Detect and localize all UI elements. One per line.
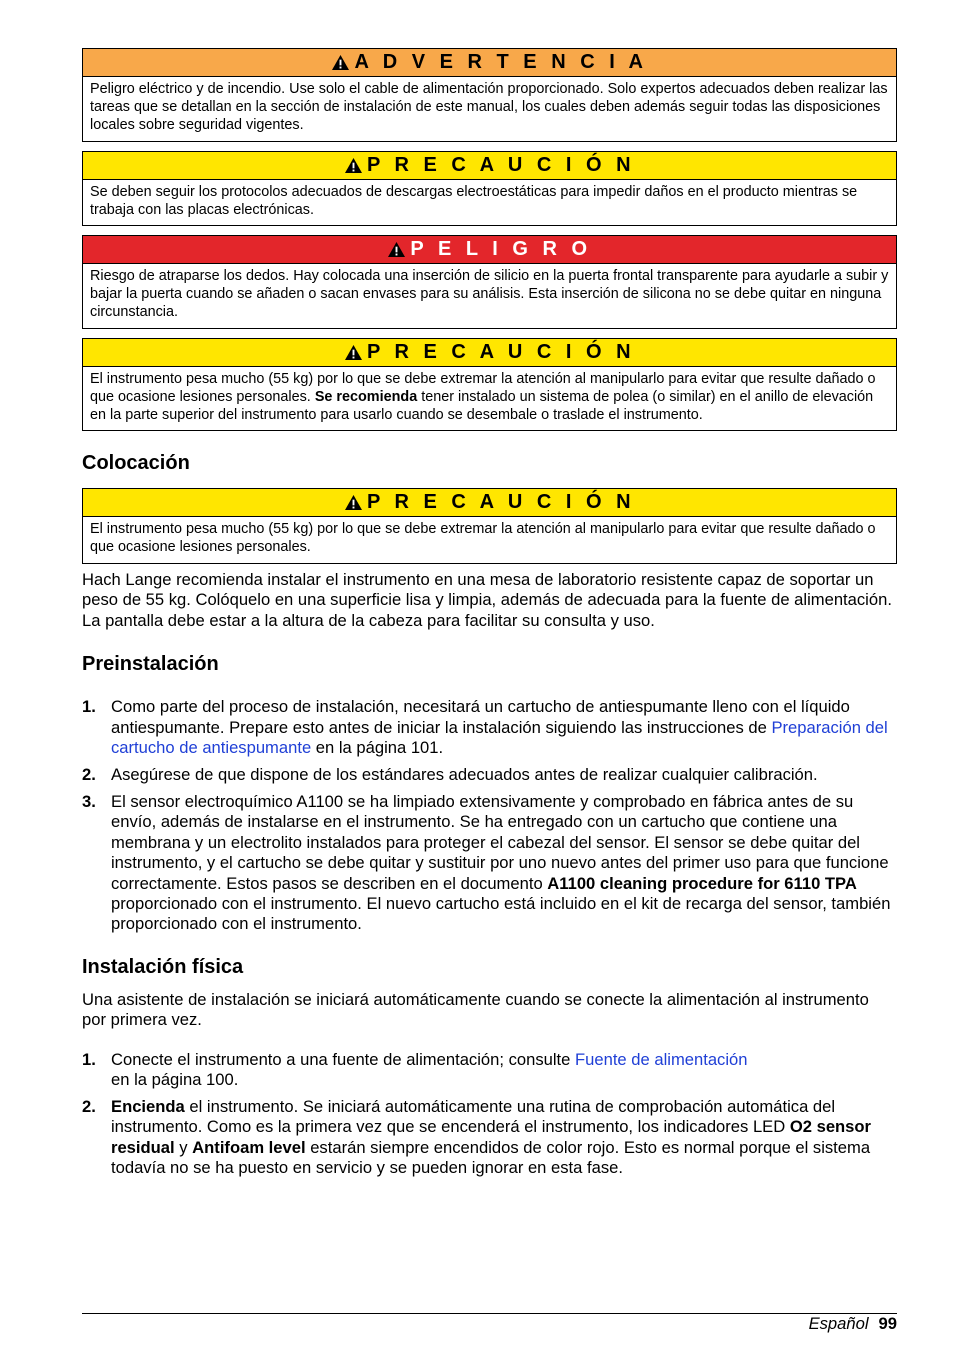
text-segment: tener instalado un sistema de polea (o similar) en el anillo de elevación en la parte superior del instrumento para usarlo cuando se desembale o traslade el instrumento.: [90, 388, 874, 424]
precaucion-header: [83, 152, 896, 180]
section-heading-preinstalacion: Preinstalación: [82, 653, 219, 676]
text-segment: el instrumento. Se iniciará automáticamente una rutina de comprobación automática del instrumento. Como es la primera vez que se encenderá el instrumento, los indicadores LED: [111, 1096, 836, 1137]
precaucion-box-esd: [82, 151, 897, 226]
bold-text: O2 sensor residual: [111, 1117, 872, 1157]
bold-text: Se recomienda: [314, 388, 418, 405]
page-number: 99: [878, 1314, 897, 1333]
advertencia-box: [82, 48, 897, 142]
list-item: [82, 697, 897, 758]
list-text: Asegúrese de que dispone de los estándares adecuados antes de realizar cualquier calibración.: [111, 764, 818, 784]
link-fuente-alimentacion[interactable]: Fuente de alimentación: [575, 1050, 748, 1070]
page-content: [82, 48, 897, 1179]
text-segment: El sensor electroquímico A1100 se ha limpiado extensivamente y comprobado en fábrica antes de su envío, además de instalarse en el instrumento. Se ha entregado con un cartucho que contiene una membrana y un electrolito instalados para proteger el cabezal del sensor. El sensor se debe quitar del instrumento, y el cartucho se debe quitar y sustituir por uno nuevo antes del primer uso para que funcione correctamente. Estos pasos se describen en el documento: [111, 792, 889, 893]
bold-text: A1100 cleaning procedure for 6110 TPA: [547, 873, 857, 893]
text-segment: proporcionado con el instrumento. El nuevo cartucho está incluido en el kit de recarga del sensor, también proporcionado con el instrumento.: [111, 894, 891, 934]
peligro-box: [82, 235, 897, 329]
list-number: 2.: [82, 764, 96, 784]
bold-text: Encienda: [111, 1096, 185, 1116]
list-number: 1.: [82, 697, 96, 717]
text-segment: El instrumento pesa mucho (55 kg) por lo que se debe extremar la atención al manipularlo para evitar que resulte dañado o que ocasione lesiones personales.: [90, 370, 876, 405]
link-preparacion-cartucho[interactable]: Preparación del cartucho de antiespumante: [111, 717, 888, 758]
colocacion-paragraph: Hach Lange recomienda instalar el instrumento en una mesa de laboratorio resistente capaz de soportar un peso de 55 kg. Colóquelo en una superficie lisa y limpia, además de adecuada para la fuente de alimentación. La pantalla debe estar a la altura de la cabeza para facilitar su consulta y uso.: [82, 569, 892, 630]
warning-icon: [387, 241, 406, 258]
precaucion-text: [83, 367, 896, 431]
section-heading-colocacion: Colocación: [82, 452, 190, 475]
warning-icon: [344, 344, 363, 361]
text-segment: estarán siempre encendidos de color rojo. Esto es normal porque el sistema todavía no se ha puesto en servicio y se pueden ignorar en esta fase.: [111, 1137, 871, 1178]
precaucion-text: Se deben seguir los protocolos adecuados de descargas electroestáticas para impedir daños en el producto mientras se trabaja con las placas electrónicas.: [90, 183, 858, 218]
list-item: [82, 1050, 897, 1091]
precaucion-box-colocacion: [82, 488, 897, 563]
page-footer: [82, 1313, 897, 1333]
precaucion-header: [83, 339, 896, 367]
list-item: [82, 1097, 897, 1179]
list-number: 1.: [82, 1050, 96, 1070]
footer-language: Español: [808, 1314, 869, 1333]
instalacion-list: [82, 1050, 897, 1178]
instalacion-paragraph: Una asistente de instalación se iniciará automáticamente cuando se conecte la alimentación al instrumento por primera vez.: [82, 989, 869, 1030]
precaucion-text: El instrumento pesa mucho (55 kg) por lo que se debe extremar la atención al manipularlo para evitar que resulte dañado o que ocasione lesiones personales.: [90, 521, 876, 556]
advertencia-text: Peligro eléctrico y de incendio. Use solo el cable de alimentación proporcionado. Solo expertos adecuados deben realizar las tareas que se detallan en la sección de instalación de este manual, los cuales deben además seguir todas las disposiciones locales sobre seguridad vigentes.: [90, 81, 888, 134]
precaucion-header: [83, 489, 896, 517]
text-segment: Conecte el instrumento a una fuente de alimentación; consulte: [111, 1050, 575, 1070]
warning-icon: [344, 494, 363, 511]
preinstalacion-list: [82, 697, 897, 934]
list-item: [82, 792, 897, 935]
precaucion-title: P R E C A U C I Ó N: [366, 491, 636, 514]
bold-text: Antifoam level: [192, 1137, 306, 1157]
peligro-title: P E L I G R O: [410, 238, 592, 261]
text-segment: en la página 101.: [311, 738, 444, 758]
advertencia-title: A D V E R T E N C I A: [354, 51, 648, 73]
text-segment: en la página 100.: [111, 1070, 239, 1090]
text-segment: Como parte del proceso de instalación, necesitará un cartucho de antiespumante lleno con el líquido antiespumante. Prepare esto antes de iniciar la instalación siguiendo las instrucciones de: [111, 697, 850, 737]
footer-text: [809, 1314, 897, 1334]
list-number: 3.: [82, 792, 96, 812]
list-number: 2.: [82, 1096, 96, 1116]
peligro-text: Riesgo de atraparse los dedos. Hay colocada una inserción de silicio en la puerta frontal transparente para ayudarle a subir y bajar la puerta cuando se añaden o sacan envases para su análisis. Esta inserción de silicona no se debe quitar en ninguna circunstancia.: [90, 268, 889, 321]
peligro-header: [83, 236, 896, 264]
warning-icon: [344, 157, 363, 174]
list-item: [82, 765, 897, 785]
precaucion-title: P R E C A U C I Ó N: [366, 153, 636, 176]
advertencia-header: [83, 49, 896, 77]
section-heading-instalacion-fisica: Instalación física: [82, 955, 244, 978]
precaucion-box-weight: [82, 338, 897, 432]
precaucion-title: P R E C A U C I Ó N: [366, 340, 636, 363]
text-segment: y: [174, 1137, 193, 1157]
warning-icon: [331, 54, 350, 71]
